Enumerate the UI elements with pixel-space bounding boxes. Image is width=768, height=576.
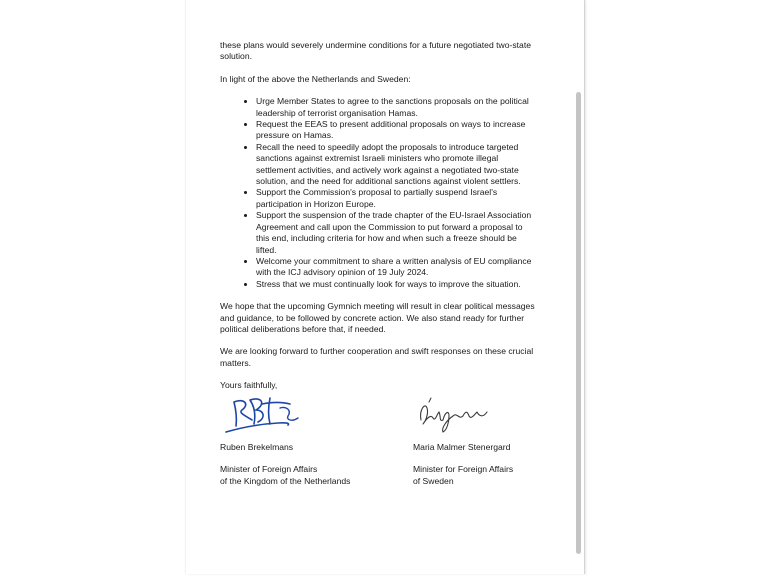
signatory-netherlands: [220, 390, 390, 487]
list-item: • Request the EEAS to present additional proposals on ways to increase pressure on Hamas.: [256, 119, 538, 142]
handwritten-signature-icon: [220, 390, 310, 436]
list-item: • Support the suspension of the trade chapter of the EU-Israel Association Agreement and call upon the Commission to put forward a proposal to this end, including criteria for how and when such a freeze should be lifted.: [256, 210, 538, 256]
lead-in: In light of the above the Netherlands and Sweden:: [220, 73, 411, 84]
signatory-name: Ruben Brekelmans: [220, 442, 294, 452]
closing-paragraph: We are looking forward to further cooperation and swift responses on these crucial matters.: [220, 346, 534, 368]
list-item: • Stress that we must continually look for ways to improve the situation.: [256, 279, 538, 290]
signatory-title: [413, 464, 583, 487]
demands-list: [220, 96, 538, 290]
gymnich-paragraph: We hope that the upcoming Gymnich meeting will result in clear political messages and guidance, to be followed by concrete action. We also stand ready for further political deliberations before that, if needed.: [220, 301, 535, 334]
signatory-sweden: [413, 390, 583, 487]
signatory-title: [220, 464, 390, 487]
list-item: • Welcome your commitment to share a written analysis of EU compliance with the ICJ advisory opinion of 19 July 2024.: [256, 256, 538, 279]
title-line-1: Minister for Foreign Affairs: [413, 464, 514, 475]
title-line-2: of the Kingdom of the Netherlands: [220, 475, 351, 486]
signature-brekelmans: [220, 390, 390, 436]
list-item: • Support the Commission's proposal to partially suspend Israel's participation in Horizon Europe.: [256, 187, 538, 210]
title-line-1: Minister of Foreign Affairs: [220, 464, 318, 475]
list-item: • Urge Member States to agree to the sanctions proposals on the political leadership of terrorist organisation Hamas.: [256, 96, 538, 119]
handwritten-signature-icon: [413, 390, 503, 436]
intro-fragment: these plans would severely undermine conditions for a future negotiated two-state solution.: [220, 40, 531, 62]
title-line-2: of Sweden: [413, 475, 454, 486]
signature-malmer-stenergard: [413, 390, 583, 436]
signature-section: [220, 390, 560, 500]
valediction: Yours faithfully,: [220, 380, 278, 391]
list-item: • Recall the need to speedily adopt the proposals to introduce targeted sanctions against extremist Israeli ministers who promote illegal settlement activities, and actively work against a negotiated two-state solution, and the need for additional sanctions against violent settlers.: [256, 142, 538, 188]
letter-body: [220, 40, 538, 403]
signatory-name: Maria Malmer Stenergard: [413, 442, 511, 452]
